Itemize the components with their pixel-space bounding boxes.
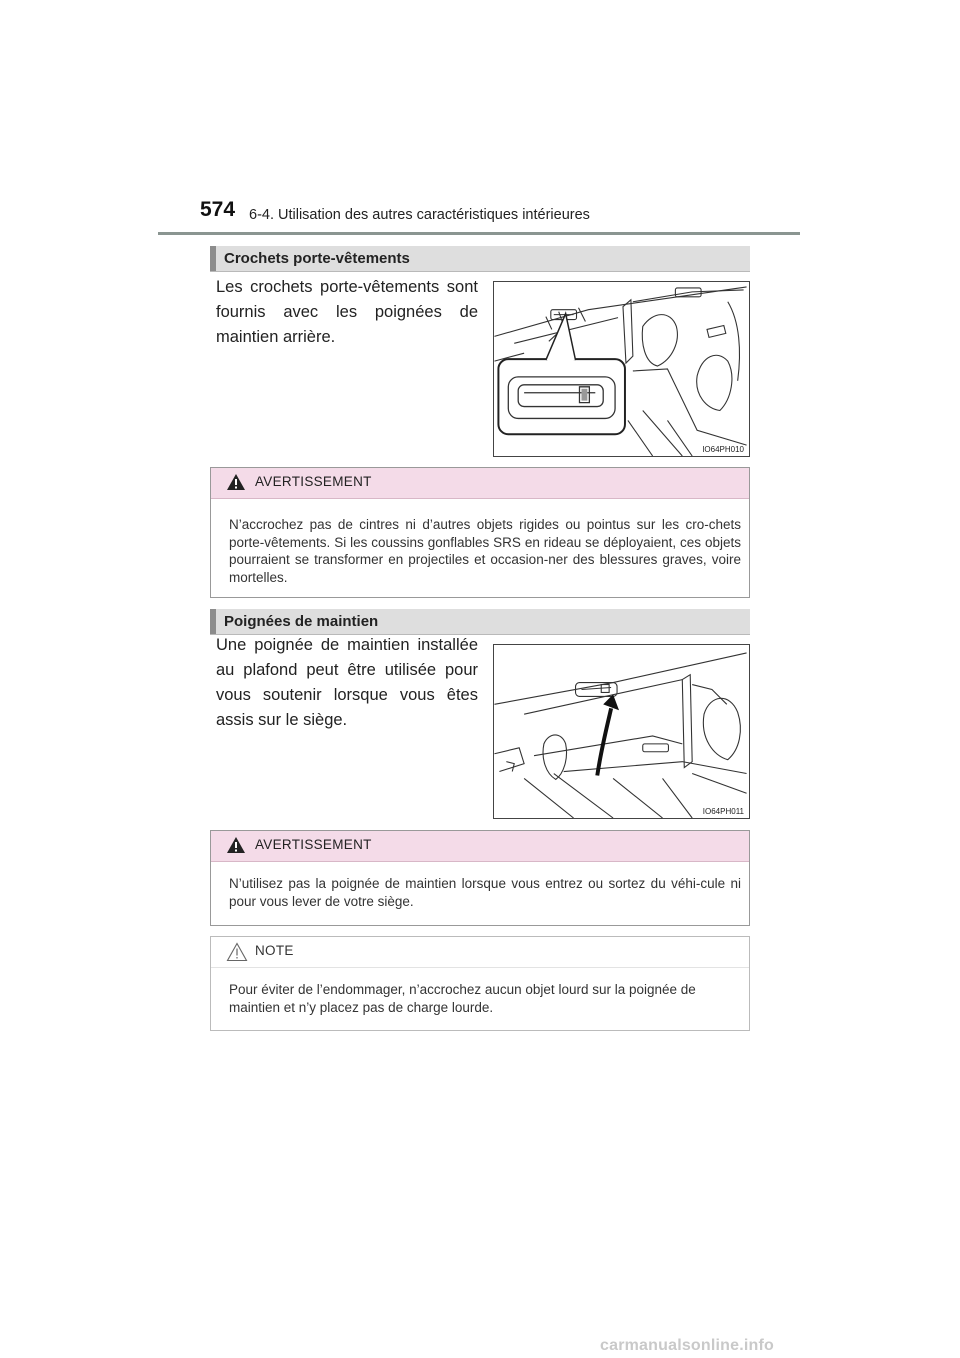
page-number: 574 [200, 198, 236, 221]
coat-hook-illustration [493, 281, 750, 457]
assist-grips-description: Une poignée de maintien installée au plafond peut être utilisée pour vous soutenir lorsque vous êtes assis sur le siège. [216, 636, 478, 729]
coat-hook-drawing [494, 282, 749, 456]
warning-text: N’accrochez pas de cintres ni d’autres objets rigides ou pointus sur les cro-chets porte-vêtements. Si les coussins gonflables SRS en rideau se déployaient, ces objets pourraient se transformer en projectiles et occasion-ner des blessures graves, voire mortelles. [229, 517, 741, 585]
warning-title: AVERTISSEMENT [255, 474, 372, 489]
figure-code: IO64PH011 [702, 807, 744, 816]
warning-triangle-filled-icon [226, 836, 246, 854]
warning-box-assist-grips [210, 830, 750, 926]
section-heading-assist-grips [210, 609, 750, 635]
warning-text: N’utilisez pas la poignée de maintien lorsque vous entrez ou sortez du véhi-cule ni pour vous lever de votre siège. [229, 876, 741, 909]
note-text: Pour éviter de l’endommager, n’accrochez aucun objet lourd sur la poignée de maintien et n’y placez pas de charge lourde. [229, 982, 696, 1015]
chapter-title: 6-4. Utilisation des autres caractéristiques intérieures [249, 207, 590, 223]
warning-header [211, 831, 749, 862]
note-title: NOTE [255, 943, 294, 958]
figure-code: IO64PH010 [702, 445, 744, 454]
warning-header [211, 468, 749, 499]
section-title: Crochets porte-vêtements [224, 250, 410, 267]
note-header [211, 937, 749, 968]
section-heading-coat-hooks [210, 246, 750, 272]
note-box [210, 936, 750, 1031]
assist-grip-illustration [493, 644, 750, 819]
section-title: Poignées de maintien [224, 613, 379, 630]
warning-triangle-outline-icon [226, 942, 248, 962]
header-rule [158, 232, 800, 235]
watermark: carmanualsonline.info [600, 1337, 775, 1354]
warning-title: AVERTISSEMENT [255, 837, 372, 852]
section-accent [210, 246, 216, 271]
assist-grip-drawing [494, 645, 749, 818]
coat-hooks-description: Les crochets porte-vêtements sont fournis avec les poignées de maintien arrière. [216, 278, 478, 346]
warning-box-coat-hooks [210, 467, 750, 598]
warning-triangle-filled-icon [226, 473, 246, 491]
section-accent [210, 609, 216, 634]
